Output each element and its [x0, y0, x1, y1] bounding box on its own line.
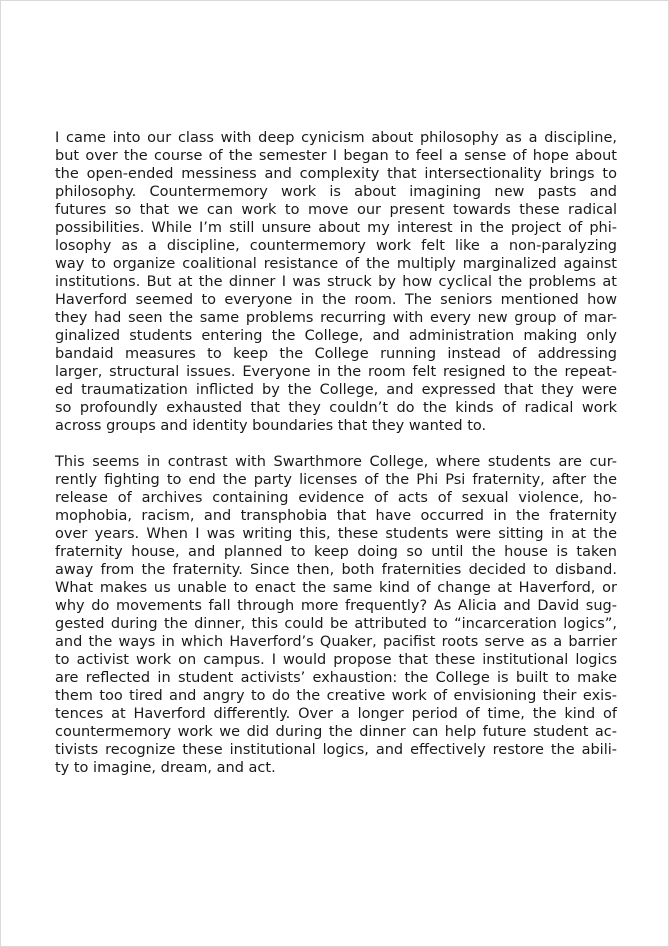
text-line: tences at Haverford differently. Over a longer period of time, the kind of [55, 706, 617, 722]
text-line: larger, structural issues. Everyone in the room felt resigned to the repeat- [55, 364, 617, 380]
text-line: they had seen the same problems recurring with every new group of mar- [55, 310, 617, 326]
text-line: philosophy. Countermemory work is about imagining new pasts and [55, 184, 617, 200]
text-line: why do movements fall through more frequently? As Alicia and David sug- [55, 598, 617, 614]
paragraph-1 [55, 129, 617, 435]
text-line: countermemory work we did during the dinner can help future student ac- [55, 724, 617, 740]
text-line: are reflected in student activists’ exhaustion: the College is built to make [55, 670, 617, 686]
paragraph-spacer [55, 435, 617, 453]
text-line: possibilities. While I’m still unsure about my interest in the project of phi- [55, 220, 617, 236]
text-line: so profoundly exhausted that they couldn’t do the kinds of radical work [55, 400, 617, 416]
text-line: gested during the dinner, this could be attributed to “incarceration logics”, [55, 616, 617, 632]
text-line: ty to imagine, dream, and act. [55, 760, 276, 776]
text-line: away from the fraternity. Since then, both fraternities decided to disband. [55, 562, 617, 578]
paragraph-2 [55, 453, 617, 777]
text-line: mophobia, racism, and transphobia that have occurred in the fraternity [55, 508, 617, 524]
text-line: over years. When I was writing this, these students were sitting in at the [55, 526, 617, 542]
text-line: institutions. But at the dinner I was struck by how cyclical the problems at [55, 274, 617, 290]
text-line: way to organize coalitional resistance of the multiply marginalized against [55, 256, 617, 272]
text-line: Haverford seemed to everyone in the room. The seniors mentioned how [55, 292, 617, 308]
text-line: tivists recognize these institutional logics, and effectively restore the abili- [55, 742, 617, 758]
text-line: fraternity house, and planned to keep doing so until the house is taken [55, 544, 617, 560]
text-line: rently fighting to end the party licenses of the Phi Psi fraternity, after the [55, 472, 617, 488]
body-text [55, 129, 617, 777]
text-line: but over the course of the semester I began to feel a sense of hope about [55, 148, 617, 164]
text-line: bandaid measures to keep the College running instead of addressing [55, 346, 617, 362]
text-line: the open-ended messiness and complexity that intersectionality brings to [55, 166, 617, 182]
text-line: release of archives containing evidence of acts of sexual violence, ho- [55, 490, 617, 506]
text-line: and the ways in which Haverford’s Quaker, pacifist roots serve as a barrier [55, 634, 617, 650]
text-line: futures so that we can work to move our present towards these radical [55, 202, 617, 218]
text-line: This seems in contrast with Swarthmore College, where students are cur- [55, 454, 617, 470]
text-line: losophy as a discipline, countermemory work felt like a non-paralyzing [55, 238, 617, 254]
text-line: across groups and identity boundaries that they wanted to. [55, 418, 487, 434]
text-line: What makes us unable to enact the same kind of change at Haverford, or [55, 580, 617, 596]
text-line: them too tired and angry to do the creative work of envisioning their exis- [55, 688, 617, 704]
text-line: ed traumatization inflicted by the College, and expressed that they were [55, 382, 617, 398]
text-line: I came into our class with deep cynicism about philosophy as a discipline, [55, 130, 617, 146]
text-line: to activist work on campus. I would propose that these institutional logics [55, 652, 617, 668]
text-line: ginalized students entering the College, and administration making only [55, 328, 617, 344]
